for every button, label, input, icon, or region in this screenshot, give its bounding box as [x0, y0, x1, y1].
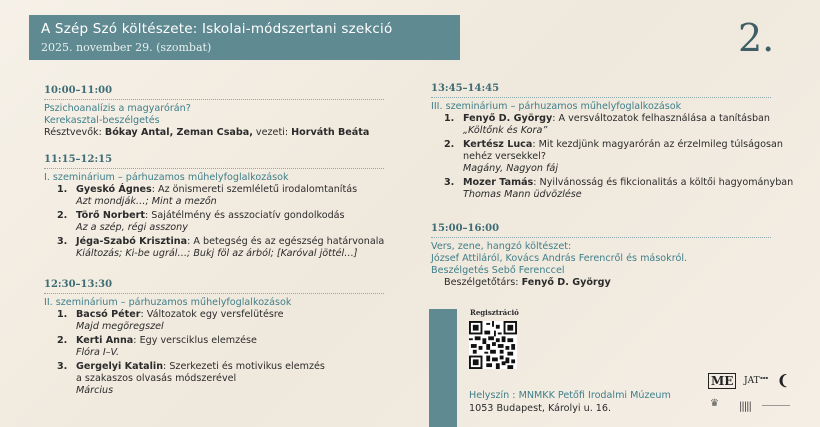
list-item: 3. Gergelyi Katalin: Szerkezeti és motivikus elemzés a szakaszos olvasás módszerével Március: [57, 361, 325, 396]
session-heading: III. szeminárium – párhuzamos műhelyfoglalkozások: [431, 101, 682, 112]
session-title: Vers, zene, hangzó költészet:: [431, 241, 572, 252]
partner-logo-text: ▪▪▪: [760, 375, 769, 380]
session-subtitle: Kerekasztal-beszélgetés: [44, 115, 160, 126]
list-item: 3. Mozer Tamás: Nyilvánosság és fikcionalitás a költői hagyományban Thomas Mann üdvözlése: [444, 177, 794, 200]
event-date: 2025. november 29. (szombat): [41, 41, 212, 54]
session-time: 11:15–12:15: [44, 154, 384, 168]
session-subtitle: József Attiláról, Kovács András Ferencről és másokról.: [431, 253, 688, 264]
participants-line: Résztvevők: Bókay Antal, Zeman Csaba, vezeti: Horváth Beáta: [44, 127, 370, 138]
workshop-list: [431, 113, 793, 201]
venue-address: 1053 Budapest, Károlyi u. 16.: [469, 403, 612, 414]
partner: Fenyő D. György: [521, 277, 611, 288]
registration-label: Regisztráció: [470, 308, 519, 317]
session-1: [44, 85, 369, 139]
list-item: 2. Kertész Luca: Mit kezdjünk magyarórán az érzelmileg túlságosan nehéz versekkel? Magány, Nagyon fáj: [444, 139, 783, 174]
list-item: 1. Bacsó Péter: Változatok egy versfelütésre Majd megöregszel: [57, 309, 284, 332]
session-2: [44, 154, 384, 260]
registration-qr-code[interactable]: [469, 321, 517, 369]
session-time: 15:00–16:00: [431, 223, 687, 237]
list-item: 1. Gyeskó Ágnes: Az önismereti szemléletű irodalomtanítás Azt mondják…; Mint a mezőn: [57, 184, 358, 207]
session-subtitle-2: Beszélgetés Sebő Ferenccel: [431, 265, 565, 276]
participants: Bókay Antal, Zeman Csaba,: [104, 127, 253, 138]
session-5: [431, 223, 687, 289]
workshop-list: [44, 309, 325, 397]
session-time: 13:45–14:45: [431, 83, 793, 97]
partner-logo-mark: ❨: [777, 373, 789, 389]
session-3: [44, 279, 325, 397]
jat-logo: JAT: [744, 376, 760, 386]
session-heading: I. szeminárium – párhuzamos műhelyfoglalkozások: [44, 172, 289, 183]
header-banner: [29, 15, 460, 60]
event-title: A Szép Szó költészete: Iskolai-módszertani szekció: [41, 21, 393, 37]
venue: [469, 389, 671, 415]
session-time: 12:30–13:30: [44, 279, 325, 293]
session-heading: II. szeminárium – párhuzamos műhelyfoglalkozások: [44, 297, 292, 308]
list-item: 1. Fenyő D. György: A versváltozatok felhasználása a tanításban „Költőnk és Kora”: [444, 113, 771, 136]
partner-line: Beszélgetőtárs: Fenyő D. György: [444, 277, 611, 288]
session-title: Pszichoanalízis a magyarórán?: [44, 103, 191, 114]
session-4: [431, 83, 793, 201]
moderator: Horváth Beáta: [291, 127, 370, 138]
me-logo: ME: [708, 373, 736, 389]
crest-logo-icon: ♛: [710, 398, 719, 409]
list-item: 3. Jéga-Szabó Krisztina: A betegség és az egészség határvonala Kiáltozás; Ki-be ugrál…; Bukj föl az árból; [Karóval jöttél…]: [57, 236, 385, 259]
venue-label: Helyszín : MNMKK Petőfi Irodalmi Múzeum: [469, 390, 671, 401]
decorative-bar: [429, 309, 457, 427]
page-number: 2.: [738, 16, 775, 60]
session-time: 10:00–11:00: [44, 85, 369, 99]
pim-logo-icon: |||||: [739, 401, 751, 412]
workshop-list: [44, 184, 384, 260]
pim-logo-line: [762, 405, 790, 406]
list-item: 2. Kerti Anna: Egy versciklus elemzése Flóra I–V.: [57, 335, 257, 358]
list-item: 2. Törő Norbert: Sajátélmény és asszociatív gondolkodás Az a szép, régi asszony: [57, 210, 345, 233]
